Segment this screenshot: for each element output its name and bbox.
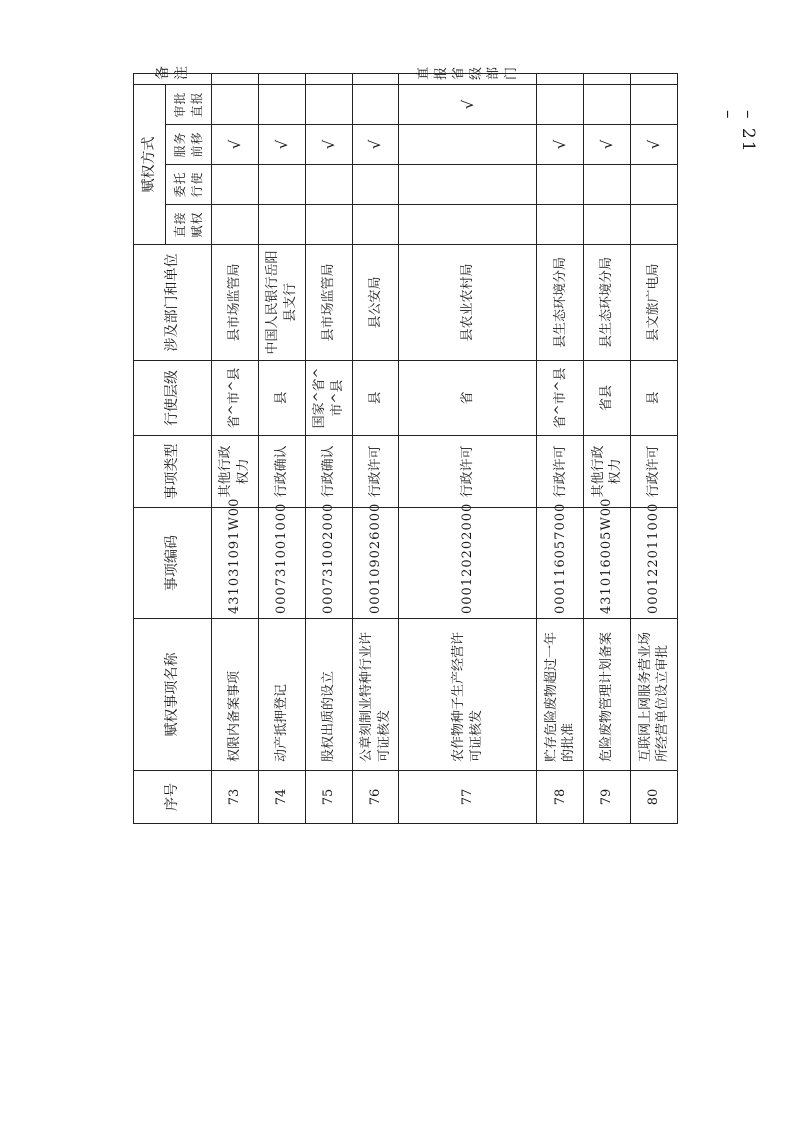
cell-entrust — [399, 165, 537, 205]
cell-level: 省 — [399, 361, 537, 436]
cell-service: √ — [212, 125, 259, 165]
cell-dept: 县生态环境分局 — [537, 245, 584, 361]
cell-code: 000109026000 — [352, 508, 399, 619]
cell-note — [631, 74, 678, 85]
cell-name: 农作物种子生产经营许可证核发 — [399, 619, 537, 771]
header-level: 行使层级 — [134, 361, 212, 436]
cell-type: 行政确认 — [258, 436, 305, 508]
cell-note — [258, 74, 305, 85]
cell-direct — [258, 205, 305, 245]
cell-note — [584, 74, 631, 85]
cell-code: 000122011000 — [631, 508, 678, 619]
cell-report — [352, 85, 399, 125]
cell-seq: 76 — [352, 771, 399, 824]
cell-report — [631, 85, 678, 125]
cell-service: √ — [352, 125, 399, 165]
cell-level: 国家^省^市^县 — [305, 361, 352, 436]
cell-dept: 县生态环境分局 — [584, 245, 631, 361]
cell-name: 贮存危险废物超过一年的批准 — [537, 619, 584, 771]
cell-type: 其他行政权力 — [212, 436, 259, 508]
cell-direct — [352, 205, 399, 245]
cell-report — [258, 85, 305, 125]
header-name: 赋权事项名称 — [134, 619, 212, 771]
cell-seq: 74 — [258, 771, 305, 824]
cell-name: 权限内备案事项 — [212, 619, 259, 771]
cell-seq: 75 — [305, 771, 352, 824]
cell-service: √ — [537, 125, 584, 165]
cell-entrust — [631, 165, 678, 205]
cell-dept: 县农业农村局 — [399, 245, 537, 361]
cell-seq: 80 — [631, 771, 678, 824]
empowerment-items-table — [133, 66, 678, 824]
cell-entrust — [212, 165, 259, 205]
header-direct: 直接赋权 — [166, 205, 212, 245]
table-row — [352, 74, 399, 824]
header-dept: 涉及部门和单位 — [134, 245, 212, 361]
cell-seq: 77 — [399, 771, 537, 824]
cell-report — [305, 85, 352, 125]
cell-level: 省县 — [584, 361, 631, 436]
cell-code: 000731002000 — [305, 508, 352, 619]
cell-type: 行政许可 — [537, 436, 584, 508]
cell-name: 动产抵押登记 — [258, 619, 305, 771]
cell-name: 公章刻制业特种行业许可证核发 — [352, 619, 399, 771]
cell-seq: 78 — [537, 771, 584, 824]
cell-dept: 县市场监管局 — [212, 245, 259, 361]
cell-seq: 73 — [212, 771, 259, 824]
cell-direct — [584, 205, 631, 245]
cell-code: 431016005W00 — [584, 508, 631, 619]
table-row — [305, 74, 352, 824]
cell-name: 危险废物管理计划备案 — [584, 619, 631, 771]
cell-report: √ — [399, 85, 537, 125]
rotated-table-container — [133, 66, 678, 824]
cell-service — [399, 125, 537, 165]
cell-dept: 中国人民银行岳阳县支行 — [258, 245, 305, 361]
cell-service: √ — [584, 125, 631, 165]
header-note: 备注 — [134, 74, 212, 85]
cell-name: 互联网上网服务营业场所经营单位设立审批 — [631, 619, 678, 771]
cell-level: 省^市^县 — [537, 361, 584, 436]
cell-report — [584, 85, 631, 125]
cell-report — [537, 85, 584, 125]
cell-direct — [305, 205, 352, 245]
cell-type: 行政确认 — [305, 436, 352, 508]
cell-type: 行政许可 — [631, 436, 678, 508]
cell-type: 行政许可 — [352, 436, 399, 508]
cell-direct — [631, 205, 678, 245]
cell-name: 股权出质的设立 — [305, 619, 352, 771]
table-row — [399, 74, 537, 824]
cell-service: √ — [258, 125, 305, 165]
cell-direct — [399, 205, 537, 245]
cell-entrust — [258, 165, 305, 205]
header-row-top — [134, 74, 166, 824]
header-entrust: 委托行使 — [166, 165, 212, 205]
cell-report — [212, 85, 259, 125]
cell-type: 其他行政权力 — [584, 436, 631, 508]
cell-service: √ — [631, 125, 678, 165]
cell-direct — [537, 205, 584, 245]
table-row — [212, 74, 259, 824]
header-method: 赋权方式 — [134, 85, 166, 245]
cell-note — [537, 74, 584, 85]
header-seq: 序号 — [134, 771, 212, 824]
cell-code: 000731001000 — [258, 508, 305, 619]
cell-code: 000116057000 — [537, 508, 584, 619]
cell-code: 431031091W00 — [212, 508, 259, 619]
cell-dept: 县文旅广电局 — [631, 245, 678, 361]
page-number: – 21 – — [718, 110, 758, 154]
cell-type: 行政许可 — [399, 436, 537, 508]
table-row — [584, 74, 631, 824]
cell-entrust — [305, 165, 352, 205]
cell-dept: 县市场监管局 — [305, 245, 352, 361]
header-service: 服务前移 — [166, 125, 212, 165]
cell-code: 000120202000 — [399, 508, 537, 619]
cell-level: 县 — [631, 361, 678, 436]
cell-seq: 79 — [584, 771, 631, 824]
cell-entrust — [584, 165, 631, 205]
header-code: 事项编码 — [134, 508, 212, 619]
cell-service: √ — [305, 125, 352, 165]
cell-level: 省^市^县 — [212, 361, 259, 436]
cell-dept: 县公安局 — [352, 245, 399, 361]
cell-note — [212, 74, 259, 85]
cell-entrust — [352, 165, 399, 205]
cell-entrust — [537, 165, 584, 205]
table-row — [537, 74, 584, 824]
cell-level: 县 — [352, 361, 399, 436]
table-row — [631, 74, 678, 824]
cell-note — [305, 74, 352, 85]
cell-note: 直报省级部门 — [399, 74, 537, 85]
header-type: 事项类型 — [134, 436, 212, 508]
cell-note — [352, 74, 399, 85]
header-report: 审批直报 — [166, 85, 212, 125]
table-row — [258, 74, 305, 824]
cell-direct — [212, 205, 259, 245]
cell-level: 县 — [258, 361, 305, 436]
